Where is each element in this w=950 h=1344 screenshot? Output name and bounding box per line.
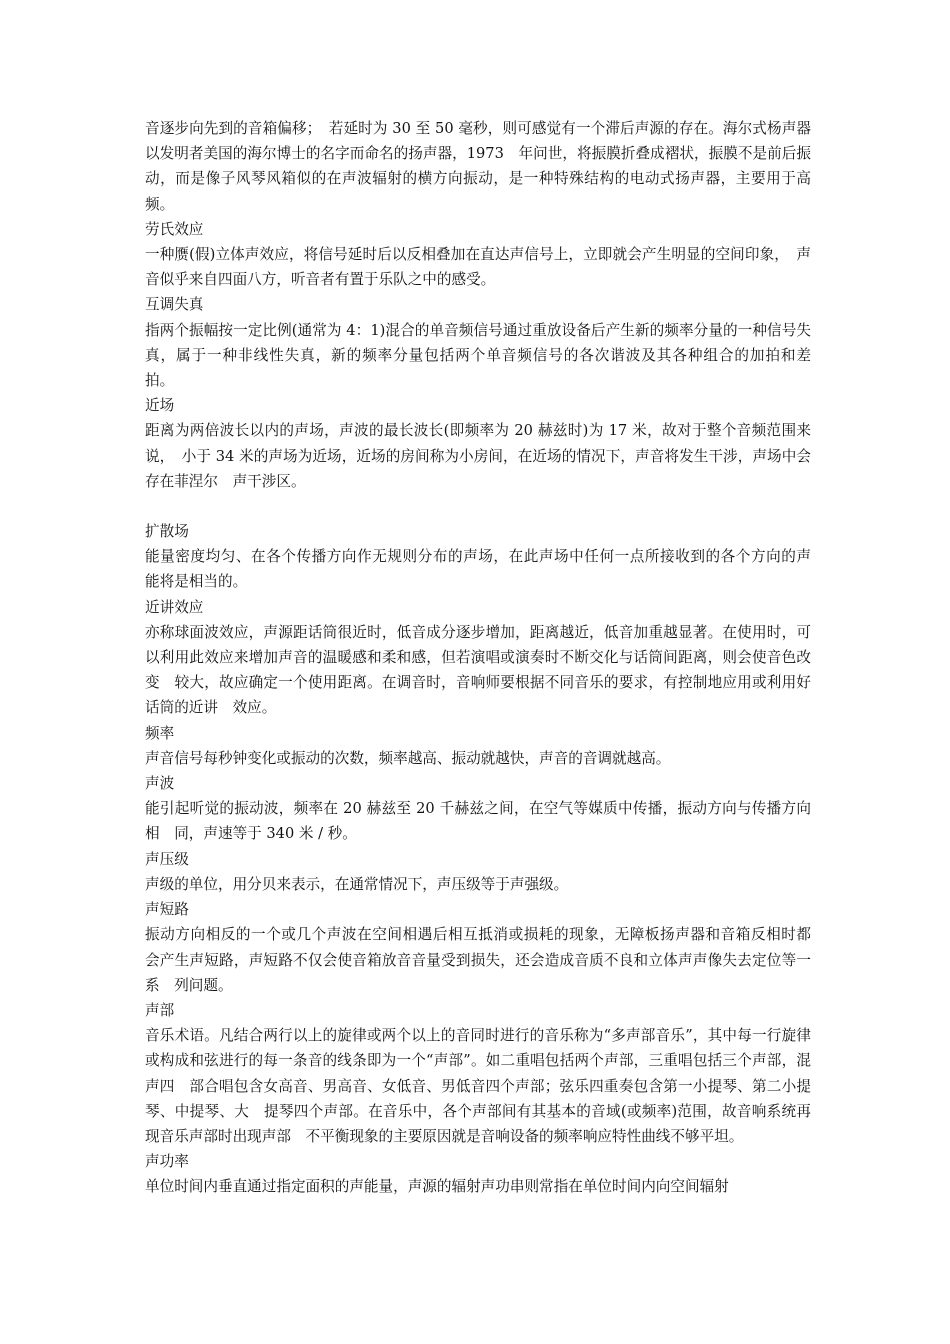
entry-frequency — [145, 721, 811, 771]
entry-sound-power — [145, 1149, 811, 1199]
entry-term: 互调失真 — [145, 296, 204, 314]
entry-definition: 音乐术语。凡结合两行以上的旋律或两个以上的音同时进行的音乐称为“多声部音乐”，其中每一行旋律 或构成和弦进行的每一条音的线条即为一个“声部”。如二重唱包括两个声部，三重唱包括三个声部，混声四 部合唱包含女高音、男高音、女低音、男低音四个声部；弦乐四重奏包含第一小提琴、第二小提琴、中提琴、大 提琴四个声部。在音乐中，各个声部间有其基本的音域(或频率)范围，故音响系统再现音乐声部时出现声部 不平衡现象的主要原因就是音响设备的频率响应特性曲线不够平坦。 — [145, 1027, 826, 1145]
entry-definition: 一种赝(假)立体声效应，将信号延时后以反相叠加在直达声信号上，立即就会产生明显的空间印象， 声音似乎来自四面八方，听音者有置于乐队之中的感受。 — [145, 246, 811, 289]
entry-term: 声短路 — [145, 901, 189, 919]
entry-diffuse-field — [145, 519, 826, 595]
entry-laoshi-effect — [145, 217, 811, 293]
entry-term: 声功率 — [145, 1153, 189, 1171]
entry-definition: 振动方向相反的一个或几个声波在空间相遇后相互抵消或损耗的现象，无障板扬声器和音箱反相时都 会产生声短路，声短路不仅会使音箱放音音量受到损失，还会造成音质不良和立体声声像失去定位等一系 列问题。 — [145, 926, 826, 994]
entry-acoustic-short-circuit — [145, 897, 826, 998]
entry-definition: 能量密度均匀、在各个传播方向作无规则分布的声场，在此声场中任何一点所接收到的各个方向的声 能将是相当的。 — [145, 548, 826, 591]
entry-term: 近讲效应 — [145, 598, 204, 616]
entry-definition: 声级的单位，用分贝来表示，在通常情况下，声压级等于声强级。 — [145, 875, 569, 893]
entry-definition: 单位时间内垂直通过指定面积的声能量，声源的辐射声功串则常指在单位时间内向空间辐射 — [145, 1178, 729, 1196]
entry-sound-wave — [145, 771, 811, 847]
entry-term: 声波 — [145, 775, 175, 793]
entry-definition: 声音信号每秒钟变化或振动的次数，频率越高、振动就越快，声音的音调就越高。 — [145, 749, 671, 767]
entry-definition: 指两个振幅按一定比例(通常为 4：1)混合的单音频信号通过重放设备后产生新的频率分量的一种信号失真，属于一种非线性失真，新的频率分量包括两个单音频信号的各次谐波及其各种组合的加拍和差 拍。 — [145, 321, 826, 390]
entry-definition: 距离为两倍波长以内的声场，声波的最长波长(即频率为 20 赫兹时)为 17 米，故对于整个音频范围来说， 小于 34 米的声场为近场，近场的房间称为小房间，在近场的情况下，声音将发生干涉，声场中会存在菲涅尔 声干涉区。 — [145, 422, 811, 490]
entry-term: 扩散场 — [145, 523, 189, 541]
entry-term: 劳氏效应 — [145, 220, 204, 238]
paragraph-gap — [145, 494, 811, 519]
entry-term: 声部 — [145, 1001, 175, 1019]
entry-definition: 亦称球面波效应，声源距话筒很近时，低音成分逐步增加，距离越近，低音加重越显著。在使用时，可 以利用此效应来增加声音的温暖感和柔和感，但若演唱或演奏时不断交化与话筒间距离，则会使音色改变 较大，故应确定一个使用距离。在调音时，音响师要根据不同音乐的要求，有控制地应用或利用好话筒的近讲 效应。 — [145, 623, 826, 717]
entry-term: 频率 — [145, 724, 175, 742]
entry-voice-part — [145, 998, 826, 1149]
entry-proximity-effect — [145, 595, 826, 721]
intro-paragraph: 音逐步向先到的音箱偏移； 若延时为 30 至 50 毫秒，则可感觉有一个滞后声源的存在。海尔式杨声器以发明者美国的海尔博士的名字而命名的扬声器，1973 年问世，将振膜折叠成褶状，振膜不是前后振动，而是像子风琴风箱似的在声波辐射的横方向振动，是一种特殊结构的电动式扬声器，主要用于高 频。 — [145, 120, 826, 213]
entry-term: 近场 — [145, 397, 175, 415]
entry-term: 声压级 — [145, 850, 189, 868]
entry-intermodulation-distortion — [145, 292, 826, 393]
entry-definition: 能引起听觉的振动波，频率在 20 赫兹至 20 千赫兹之间，在空气等媒质中传播，振动方向与传播方向相 同，声速等于 340 米 / 秒。 — [145, 800, 811, 843]
entry-near-field — [145, 393, 811, 494]
entry-sound-pressure-level — [145, 847, 811, 897]
document-body — [145, 116, 826, 1200]
